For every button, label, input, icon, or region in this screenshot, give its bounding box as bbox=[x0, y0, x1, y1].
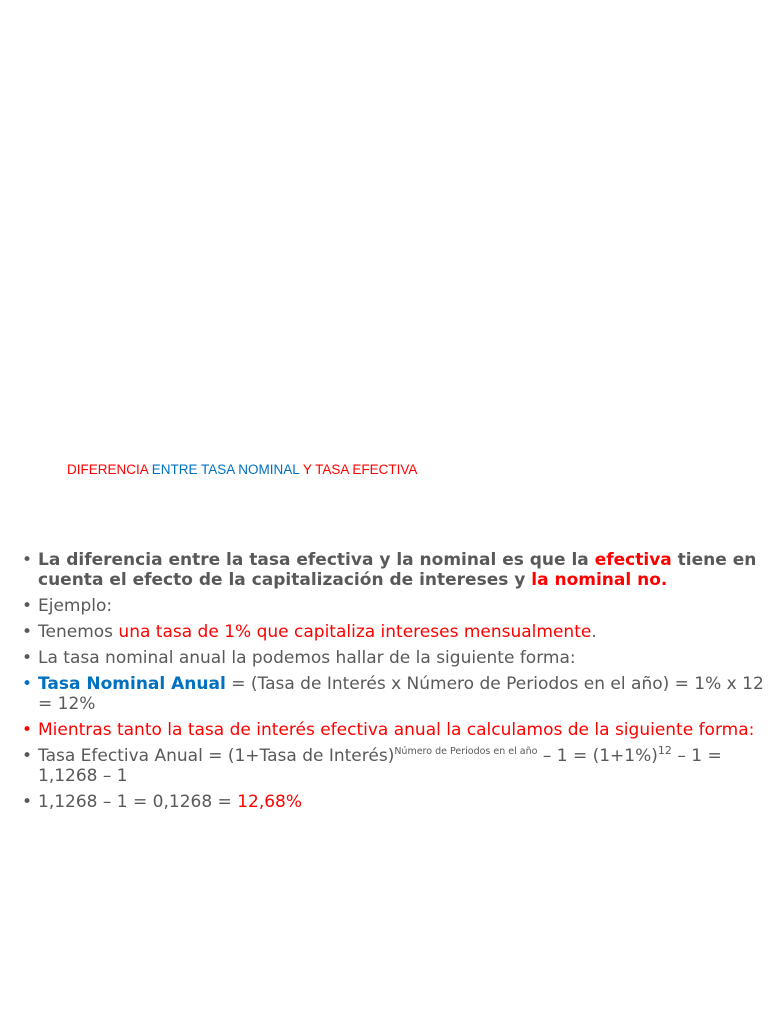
definition-text-2: tiene en cuenta el efecto de la capitalización de intereses y bbox=[38, 550, 757, 590]
bullet-item-definition bbox=[22, 550, 764, 590]
bullet-dot: • bbox=[22, 674, 33, 694]
nominal-formula-label: Tasa Nominal Anual bbox=[38, 674, 226, 694]
nominal-formula-text: = (Tasa de Interés x Número de Periodos en el año) = 1% x 12 = 12% bbox=[38, 674, 764, 714]
bullet-item-result bbox=[22, 792, 764, 812]
tenemos-text: Tenemos bbox=[38, 622, 119, 642]
bullet-dot: • bbox=[22, 622, 33, 642]
definition-highlight-efectiva: efectiva bbox=[594, 550, 672, 570]
bullet-dot: • bbox=[22, 550, 33, 570]
result-text: 1,1268 – 1 = 0,1268 = bbox=[38, 792, 238, 812]
definition-text: La diferencia entre la tasa efectiva y la nominal es que la bbox=[38, 550, 595, 570]
efectiva-formula-text: Tasa Efectiva Anual = (1+Tasa de Interés) bbox=[38, 746, 395, 766]
bullet-item-nominal-formula bbox=[22, 674, 764, 714]
title-part-entre-tasa-nominal: ENTRE TASA NOMINAL bbox=[148, 462, 300, 477]
nominal-intro-text: La tasa nominal anual la podemos hallar de la siguiente forma: bbox=[38, 648, 576, 668]
efectiva-formula-text-3: – 1 = 1,1268 – 1 bbox=[38, 746, 722, 786]
tenemos-text-2: . bbox=[591, 622, 597, 642]
efectiva-formula-exponent-12: 12 bbox=[657, 744, 672, 757]
tenemos-highlight: una tasa de 1% que capitaliza intereses mensualmente bbox=[118, 622, 592, 642]
title-part-diferencia: DIFERENCIA bbox=[67, 462, 149, 477]
bullet-item-tenemos bbox=[22, 622, 764, 642]
bullet-dot: • bbox=[22, 720, 33, 740]
bullet-item-efectiva-formula bbox=[22, 746, 764, 786]
bullet-dot: • bbox=[22, 746, 33, 766]
title-part-y-tasa-efectiva: Y TASA EFECTIVA bbox=[299, 462, 418, 477]
definition-highlight-nominal: la nominal no. bbox=[531, 570, 668, 590]
efectiva-formula-exponent: Número de Periodos en el año bbox=[394, 746, 538, 757]
bullet-dot: • bbox=[22, 596, 33, 616]
bullet-item-efectiva-intro bbox=[22, 720, 764, 740]
bullet-list bbox=[22, 550, 764, 818]
bullet-item-nominal-intro bbox=[22, 648, 764, 668]
ejemplo-text: Ejemplo: bbox=[38, 596, 113, 616]
bullet-item-ejemplo bbox=[22, 596, 764, 616]
slide-title bbox=[67, 462, 417, 477]
efectiva-formula-text-2: – 1 = (1+1%) bbox=[537, 746, 658, 766]
result-highlight: 12,68% bbox=[237, 792, 303, 812]
efectiva-intro-text: Mientras tanto la tasa de interés efectiva anual la calculamos de la siguiente forma: bbox=[38, 720, 755, 740]
bullet-dot: • bbox=[22, 648, 33, 668]
bullet-dot: • bbox=[22, 792, 33, 812]
